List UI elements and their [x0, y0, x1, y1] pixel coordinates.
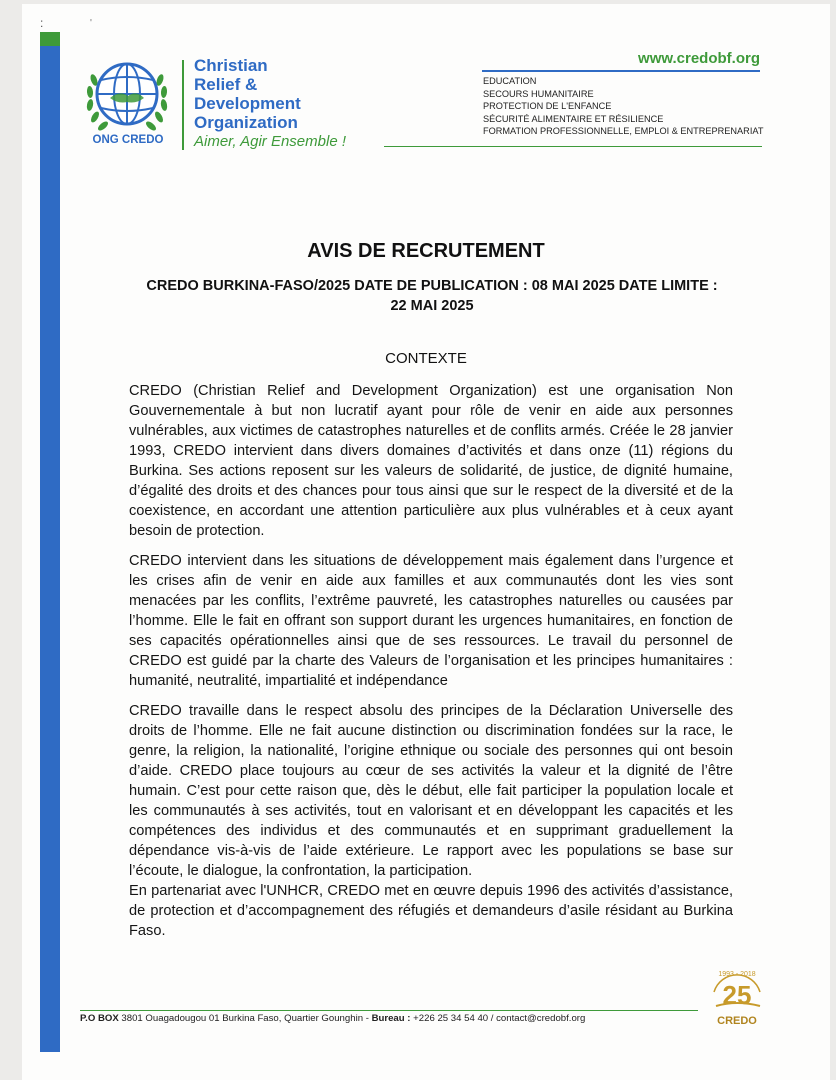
body-paragraph: En partenariat avec l'UNHCR, CREDO met en œuvre depuis 1996 des activités d’assistance, de protection et d’accompagnement des réfugiés et demandeurs d’asile résidant au Burkina Faso. — [129, 883, 733, 939]
header-rule-green — [384, 146, 762, 147]
side-color-bar — [40, 32, 60, 1052]
seal-name: CREDO — [717, 1015, 757, 1027]
document-subtitle: CREDO BURKINA-FASO/2025 DATE DE PUBLICATION : 08 MAI 2025 DATE LIMITE : 22 MAI 2025 — [146, 278, 718, 314]
body-paragraph: CREDO travaille dans le respect absolu des principes de la Déclaration Universelle des droits de l’homme. Elle ne fait aucune distinction ou discrimination fondées sur la race, le genre, la religion, la nationalité, l’origine ethnique ou sociale des personnes qui ont besoin d’aide. CREDO place toujours au cœur de ses activités la valeur et la dignité de l’être humain. C’est pour cette raison que, dès le début, elle fait participer la population locale et les communautés à ses activités, tout en valorisant et en développant les capacités et les compétences des individus et des communautés et en supprimant graduellement la dépendance vis-à-vis de l’aide extérieure. Le rapport avec les populations se base sur l’écoute, le dialogue, la confrontation, la participation. — [129, 703, 733, 879]
scan-mark: : — [40, 16, 44, 30]
footer-address-text: 3801 Ouagadougou 01 Burkina Faso, Quartier Gounghin - — [121, 1013, 369, 1024]
footer-address — [80, 1013, 585, 1024]
domain-item: SÉCURITÉ ALIMENTAIRE ET RÉSILIENCE — [483, 113, 664, 124]
side-color-bar-accent — [40, 32, 60, 46]
org-name-line: Christian — [194, 56, 268, 75]
org-name-line: Development — [194, 94, 301, 113]
section-heading: CONTEXTE — [385, 350, 467, 367]
domain-item: FORMATION PROFESSIONNELLE, EMPLOI & ENTREPRENARIAT — [483, 126, 764, 136]
anniversary-seal-logo — [702, 962, 772, 1028]
header-divider — [182, 60, 184, 150]
org-name-line: Relief & — [194, 75, 258, 94]
domain-item: SECOURS HUMANITAIRE — [483, 88, 594, 99]
organization-name — [194, 56, 301, 132]
footer-bureau-label: Bureau : — [371, 1013, 411, 1024]
body-paragraph: CREDO (Christian Relief and Development Organization) est une organisation Non Gouvernementale à but non lucratif ayant pour rôle de venir en aide aux personnes vulnérables, aux victimes de catastrophes naturelles et de conflits armés. Créée le 28 janvier 1993, CREDO intervient dans divers domaines d’activités et dans onze (11) régions du Burkina. Ses actions reposent sur les valeurs de solidarité, de justice, de dignité humaine, d’égalité des droits et des chances pour tous ainsi que sur le respect de la diversité et de la coexistence, en accordant une attention particulière aux plus vulnérables et à ceux ayant besoin de protection. — [129, 383, 733, 539]
header-rule-blue — [482, 70, 760, 72]
slogan: Aimer, Agir Ensemble ! — [194, 133, 346, 150]
footer-pobox-label: P.O BOX — [80, 1013, 119, 1024]
body-paragraph: CREDO intervient dans les situations de développement mais également dans l’urgence et les crises afin de venir en aide aux familles et aux communautés dont les vies sont menacées par les conflits, l’extrême pauvreté, les catastrophes naturelles ou causées par l’homme. Elle le fait en offrant son support durant les urgences humanitaires, en fonction de ses capacités opérationnelles ainsi que de ses ressources. Le travail du personnel de CREDO est guidé par la charte des Valeurs de l’organisation et les principes humanitaires : humanité, neutralité, impartialité et indépendance — [129, 553, 733, 689]
website-url: www.credobf.org — [638, 50, 760, 67]
document-body — [129, 381, 733, 951]
seal-number: 25 — [722, 980, 752, 1010]
footer-rule — [80, 1010, 698, 1011]
document-title: AVIS DE RECRUTEMENT — [307, 240, 545, 262]
footer-contact: +226 25 34 54 40 / contact@credobf.org — [413, 1013, 586, 1024]
activity-domains — [483, 75, 763, 138]
seal-years: 1993 - 2018 — [718, 971, 756, 978]
scan-mark: ' — [90, 18, 92, 29]
letterhead-page — [22, 4, 830, 1080]
domain-item: EDUCATION — [483, 76, 537, 86]
org-name-line: Organization — [194, 113, 298, 132]
domain-item: PROTECTION DE L'ENFANCE — [483, 101, 612, 111]
logo-caption: ONG CREDO — [92, 134, 164, 146]
